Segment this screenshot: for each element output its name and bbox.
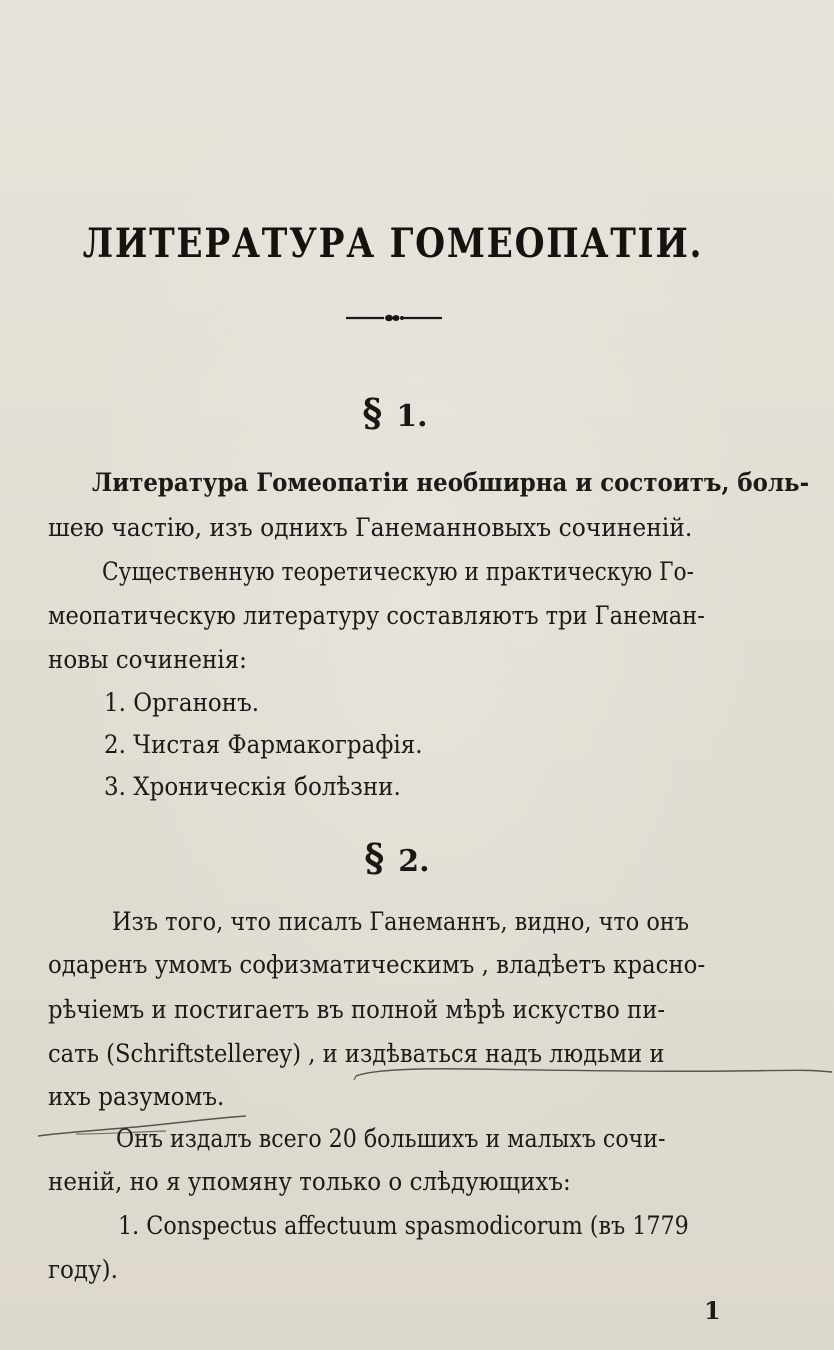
list-item: 1. Органонъ.: [104, 688, 260, 717]
section-number: 2.: [398, 844, 430, 879]
list-item: 1. Conspectus affectuum spasmodicorum (въ 1779: [118, 1211, 689, 1240]
text-line: Онъ издалъ всего 20 большихъ и малыхъ сочи-: [116, 1124, 666, 1153]
list-item: 3. Хроническія болѣзни.: [104, 772, 401, 801]
section-symbol: §: [364, 835, 385, 880]
section-number: 1.: [396, 399, 428, 434]
text-line: Существенную теоретическую и практическую Го-: [102, 557, 694, 586]
text-line: меопатическую литературу составляютъ три Ганеман-: [48, 601, 705, 630]
pencil-margin-mark: [36, 1112, 256, 1142]
section-heading-2: [0, 835, 814, 880]
text-line: году).: [48, 1255, 118, 1284]
text-line: новы сочиненія:: [48, 645, 247, 674]
text-line: Литература Гомеопатіи необширна и состоитъ, боль-: [92, 468, 810, 497]
text-line: ихъ разумомъ.: [48, 1082, 225, 1111]
text-line: Изъ того, что писалъ Ганеманнъ, видно, что онъ: [112, 907, 689, 936]
text-line: шею частію, изъ однихъ Ганеманновыхъ сочиненій.: [48, 513, 693, 542]
list-item: 2. Чистая Фармакографія.: [104, 730, 423, 759]
text-line: рѣчіемъ и постигаетъ въ полной мѣрѣ искуство пи-: [48, 995, 666, 1024]
ornament-divider-icon: [344, 310, 444, 326]
page-title: ЛИТЕРАТУРА ГОМЕОПАТІИ.: [82, 220, 704, 267]
section-heading-1: [0, 390, 812, 435]
section-symbol: §: [362, 390, 383, 435]
text-line: сать (Schriftstellerey) , и издѣваться надъ людьми и: [48, 1039, 665, 1068]
page-number: 1: [704, 1296, 721, 1325]
text-line: неній, но я упомяну только о слѣдующихъ:: [48, 1167, 571, 1196]
pencil-underline-mark: [352, 1062, 834, 1080]
text-line: одаренъ умомъ софизматическимъ , владѣетъ красно-: [48, 950, 706, 979]
